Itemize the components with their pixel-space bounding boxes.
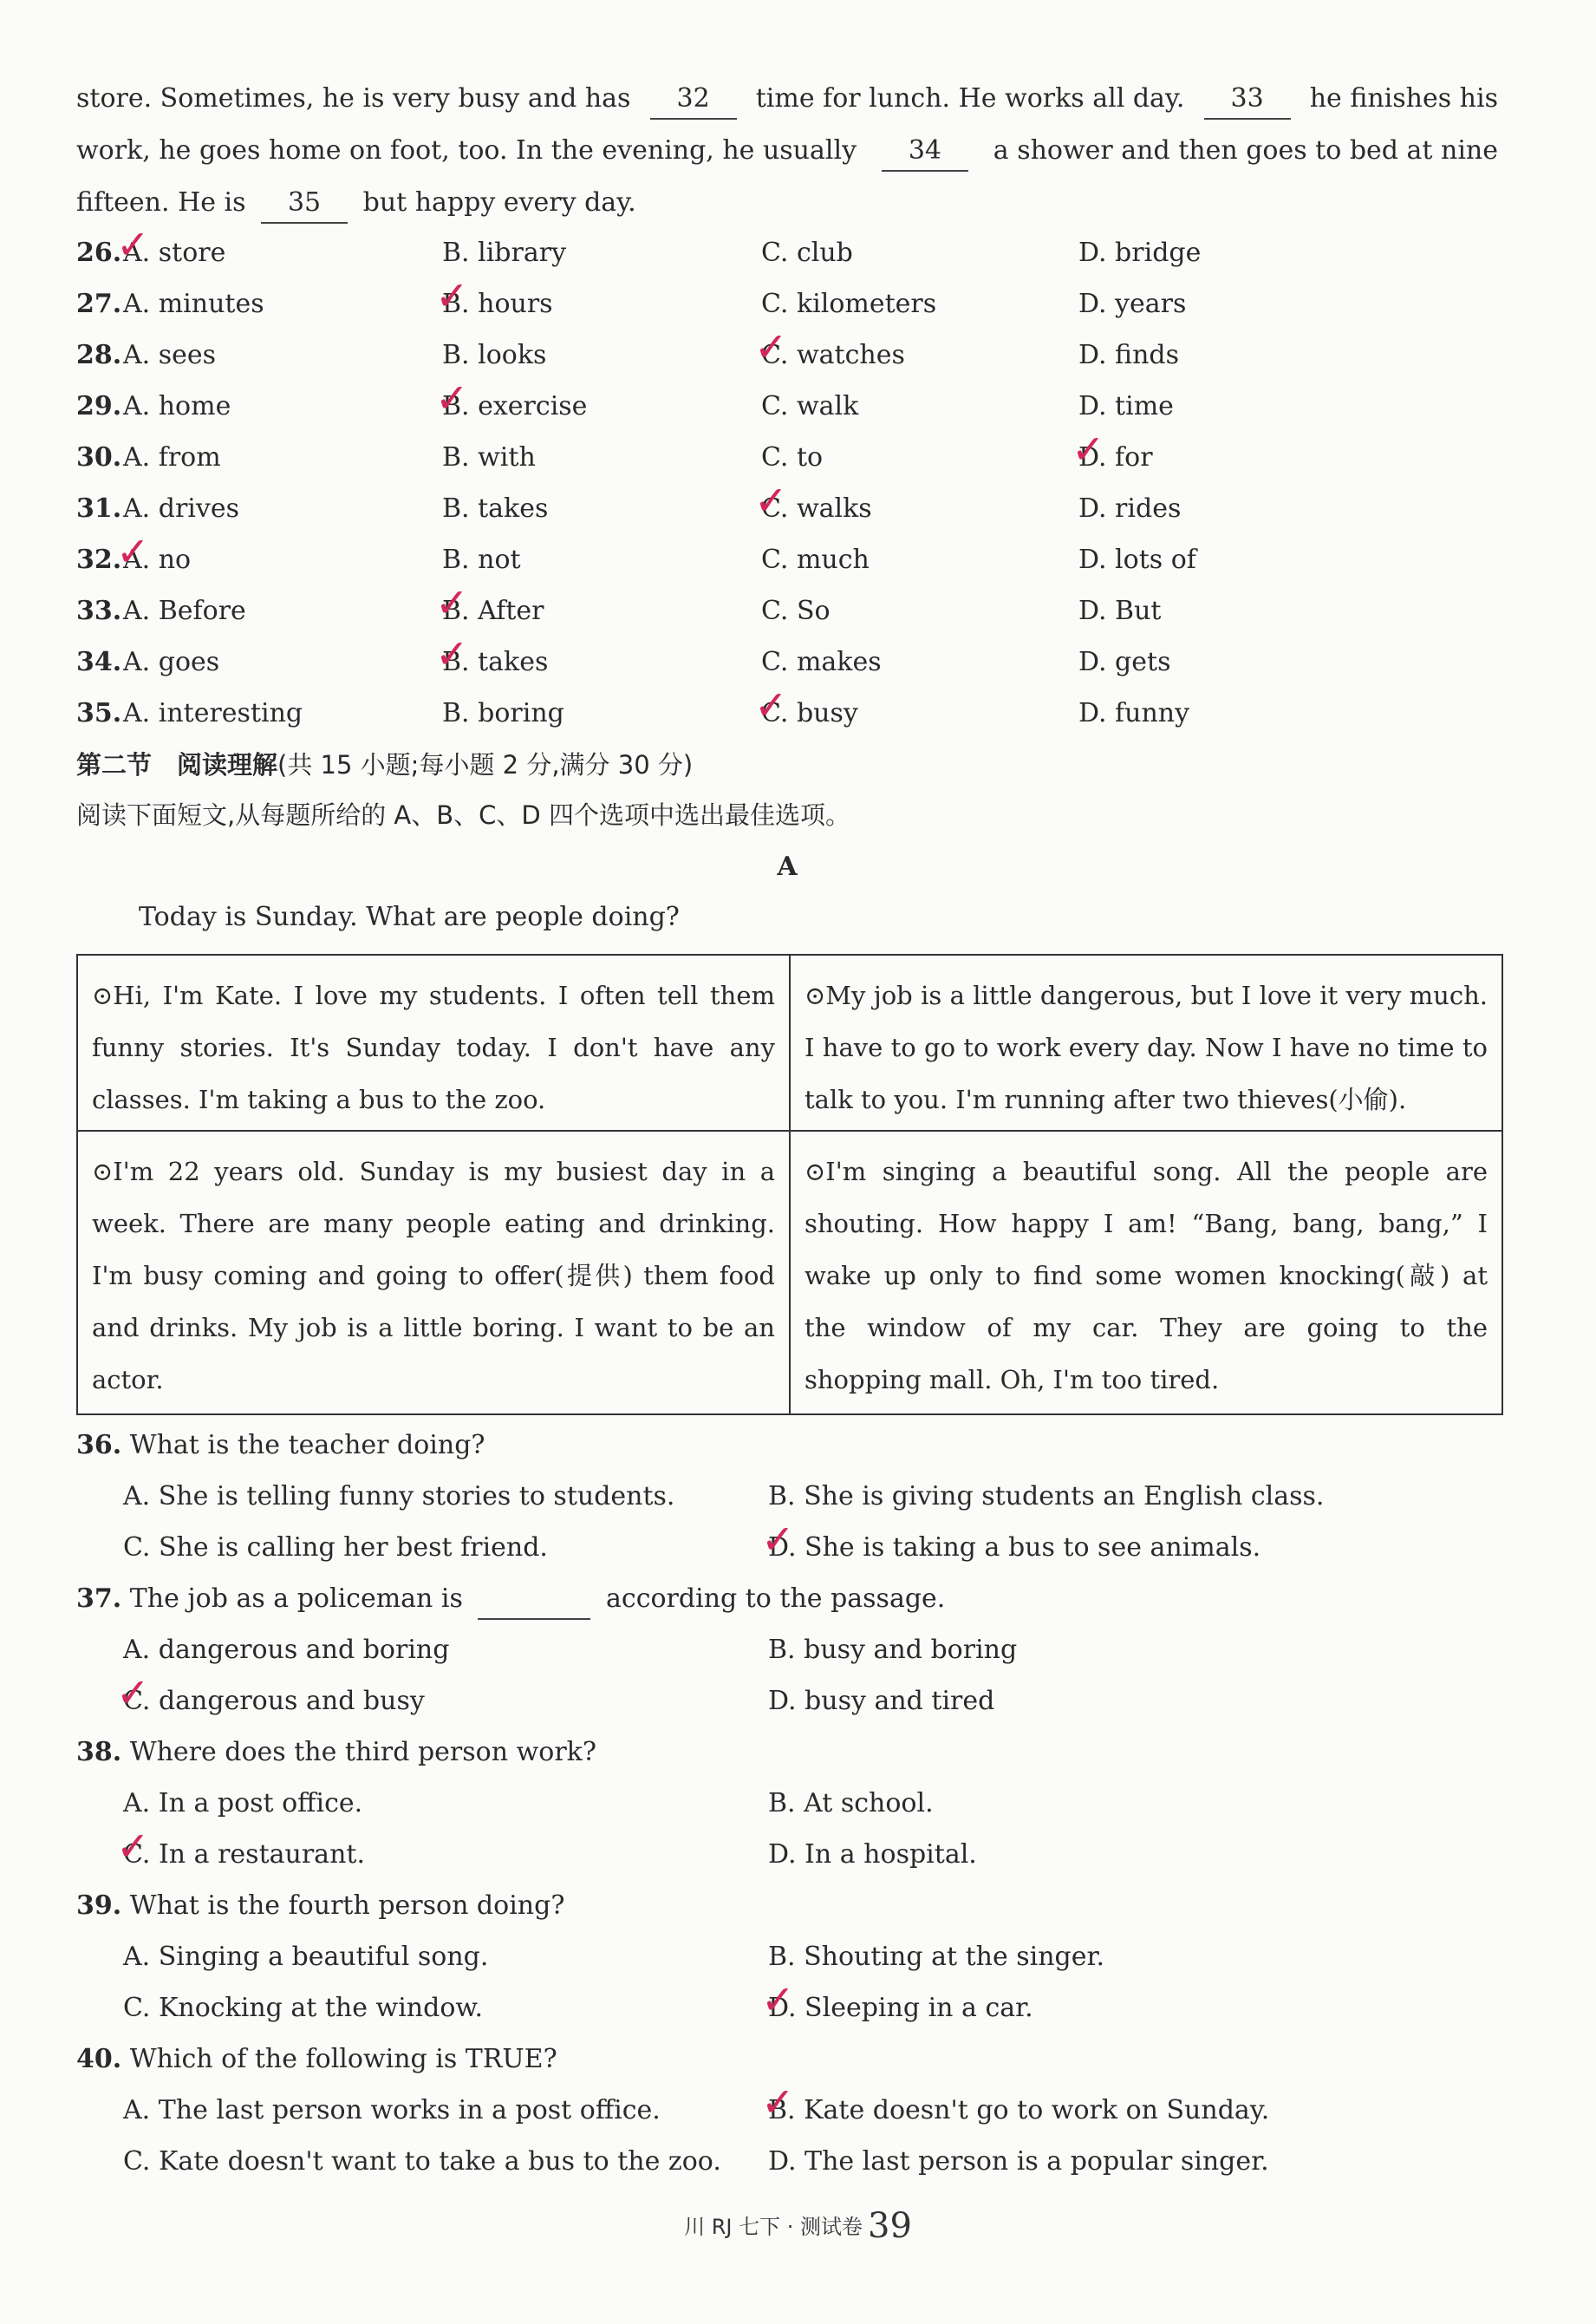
question-number: 40. xyxy=(76,2044,122,2074)
option-checked: C. watches ✓ xyxy=(761,336,905,375)
option-checked: C. In a restaurant. ✓ xyxy=(123,1836,365,1874)
question-number: 26. xyxy=(76,238,122,268)
question-text: Where does the third person work? xyxy=(129,1737,596,1767)
passage-line-2 xyxy=(76,132,1498,172)
option-checked: D. for ✓ xyxy=(1078,439,1153,477)
blank-34: 34 xyxy=(882,132,968,172)
cloze-question-35 xyxy=(76,695,1498,733)
question-36 xyxy=(76,1426,485,1465)
section-instruction: 阅读下面短文,从每题所给的 A、B、C、D 四个选项中选出最佳选项。 xyxy=(76,800,850,830)
option: D. In a hospital. xyxy=(768,1839,977,1870)
option: C. walk xyxy=(761,391,859,421)
question-number: 38. xyxy=(76,1737,122,1767)
question-text: Which of the following is TRUE? xyxy=(129,2044,557,2074)
question-38 xyxy=(76,1733,596,1772)
passage-table xyxy=(76,954,1503,1415)
question-text: according to the passage. xyxy=(606,1583,946,1614)
passage-text: time for lunch. He works all day. xyxy=(755,83,1185,114)
option: A. interesting xyxy=(123,698,303,728)
question-39 xyxy=(76,1887,564,1925)
option: B. takes xyxy=(442,493,549,524)
option: D. funny xyxy=(1078,698,1190,728)
option: D. rides xyxy=(1078,493,1182,524)
option: A. sees xyxy=(123,340,217,370)
option: A. dangerous and boring xyxy=(123,1635,450,1665)
cell-teacher: ⊙Hi, I'm Kate. I love my students. I often tell them funny stories. It's Sunday today. I don't have any classes. I'm taking a bus to the zoo. xyxy=(77,955,790,1131)
option: A. Singing a beautiful song. xyxy=(123,1942,489,1972)
cloze-question-27 xyxy=(76,285,1498,323)
option: A. Before xyxy=(123,596,246,626)
cell-policeman: ⊙My job is a little dangerous, but I love it very much. I have to go to work every day. Now I have no time to talk to you. I'm running after two thieves(小偷). xyxy=(790,955,1502,1131)
cloze-question-32 xyxy=(76,541,1498,579)
section-title: 第二节 阅读理解 xyxy=(76,750,278,780)
question-text: What is the fourth person doing? xyxy=(129,1890,565,1921)
option-checked: C. busy ✓ xyxy=(761,695,858,733)
section-heading xyxy=(76,746,1498,784)
option: B. library xyxy=(442,238,567,268)
blank-32: 32 xyxy=(650,80,737,120)
option: B. Shouting at the singer. xyxy=(768,1942,1105,1972)
option: C. She is calling her best friend. xyxy=(123,1532,548,1563)
passage-text: fifteen. He is xyxy=(76,187,246,218)
option: A. goes xyxy=(123,647,220,677)
page-footer xyxy=(0,2206,1596,2246)
option: B. At school. xyxy=(768,1788,934,1818)
option: D. time xyxy=(1078,391,1174,421)
option: B. boring xyxy=(442,698,564,728)
question-number: 30. xyxy=(76,442,122,473)
option-checked: A. store ✓ xyxy=(123,234,225,272)
option: A. The last person works in a post office. xyxy=(123,2095,661,2125)
footer-label: 川 RJ 七下 · 测试卷 xyxy=(684,2215,863,2239)
passage-text: a shower and then goes to bed at nine xyxy=(993,135,1498,166)
option-checked: B. hours ✓ xyxy=(442,285,553,323)
question-number: 31. xyxy=(76,493,122,524)
option: D. bridge xyxy=(1078,238,1202,268)
option: B. looks xyxy=(442,340,547,370)
cloze-question-29 xyxy=(76,388,1498,426)
option: B. busy and boring xyxy=(768,1635,1018,1665)
passage-text: but happy every day. xyxy=(362,187,636,218)
option: D. busy and tired xyxy=(768,1686,995,1716)
option: C. makes xyxy=(761,647,882,677)
question-40 xyxy=(76,2040,557,2079)
option: C. Kate doesn't want to take a bus to the zoo. xyxy=(123,2146,721,2177)
cloze-question-33 xyxy=(76,592,1498,630)
option-checked: B. exercise ✓ xyxy=(442,388,587,426)
blank-33: 33 xyxy=(1204,80,1291,120)
option: C. So xyxy=(761,596,831,626)
option-checked: C. walks ✓ xyxy=(761,490,872,528)
blank-35: 35 xyxy=(261,184,348,224)
question-number: 29. xyxy=(76,391,122,421)
option-checked: D. Sleeping in a car. ✓ xyxy=(768,1989,1033,2027)
option: A. drives xyxy=(123,493,239,524)
option-checked: C. dangerous and busy ✓ xyxy=(123,1682,425,1720)
passage-line-1 xyxy=(76,80,1498,120)
option: D. The last person is a popular singer. xyxy=(768,2146,1269,2177)
cloze-question-30 xyxy=(76,439,1498,477)
option: A. minutes xyxy=(123,289,264,319)
option: A. home xyxy=(123,391,231,421)
question-text: What is the teacher doing? xyxy=(129,1430,485,1460)
question-text: The job as a policeman is xyxy=(129,1583,463,1614)
cloze-question-26 xyxy=(76,234,1498,272)
question-number: 37. xyxy=(76,1583,122,1614)
question-number: 39. xyxy=(76,1890,122,1921)
option-checked: D. She is taking a bus to see animals. ✓ xyxy=(768,1529,1261,1567)
passage-text: work, he goes home on foot, too. In the evening, he usually xyxy=(76,135,857,166)
option: D. gets xyxy=(1078,647,1171,677)
option: D. years xyxy=(1078,289,1187,319)
question-37 xyxy=(76,1580,945,1620)
cloze-question-34 xyxy=(76,643,1498,682)
option: C. Knocking at the window. xyxy=(123,1993,484,2023)
question-number: 32. xyxy=(76,545,122,575)
passage-line-3 xyxy=(76,184,1498,224)
option: B. She is giving students an English class. xyxy=(768,1481,1325,1511)
cloze-question-31 xyxy=(76,490,1498,528)
page-number: 39 xyxy=(868,2206,912,2246)
option-checked: B. takes ✓ xyxy=(442,643,548,682)
option-checked: A. no ✓ xyxy=(123,541,191,579)
question-number: 35. xyxy=(76,698,122,728)
option: A. She is telling funny stories to students. xyxy=(123,1481,675,1511)
option: A. from xyxy=(123,442,221,473)
option: C. much xyxy=(761,545,870,575)
passage-text: store. Sometimes, he is very busy and has xyxy=(76,83,631,114)
passage-letter: A xyxy=(777,852,798,882)
option: D. But xyxy=(1078,596,1162,626)
cell-waiter: ⊙I'm 22 years old. Sunday is my busiest day in a week. There are many people eating and drinking. I'm busy coming and going to offer(提供) them food and drinks. My job is a little boring. I want to be an actor. xyxy=(77,1131,790,1414)
question-number: 28. xyxy=(76,340,122,370)
option: C. kilometers xyxy=(761,289,937,319)
passage-intro: Today is Sunday. What are people doing? xyxy=(139,902,680,932)
question-number: 34. xyxy=(76,647,122,677)
question-number: 36. xyxy=(76,1430,122,1460)
option: A. In a post office. xyxy=(123,1788,363,1818)
question-number: 33. xyxy=(76,596,122,626)
cloze-question-28 xyxy=(76,336,1498,375)
section-subtitle: (共 15 小题;每小题 2 分,满分 30 分) xyxy=(277,750,694,780)
answer-blank xyxy=(478,1580,590,1620)
option-checked: B. After ✓ xyxy=(442,592,544,630)
option: B. not xyxy=(442,545,521,575)
option: C. club xyxy=(761,238,853,268)
option: D. lots of xyxy=(1078,545,1196,575)
cell-driver: ⊙I'm singing a beautiful song. All the people are shouting. How happy I am! “Bang, bang, bang,” I wake up only to find some women knocking(敲) at the window of my car. They are going to the shopping mall. Oh, I'm too tired. xyxy=(790,1131,1502,1414)
option: D. finds xyxy=(1078,340,1179,370)
passage-text: he finishes his xyxy=(1309,83,1498,114)
option: C. to xyxy=(761,442,824,473)
option: B. with xyxy=(442,442,536,473)
question-number: 27. xyxy=(76,289,122,319)
option-checked: B. Kate doesn't go to work on Sunday. ✓ xyxy=(768,2092,1269,2130)
